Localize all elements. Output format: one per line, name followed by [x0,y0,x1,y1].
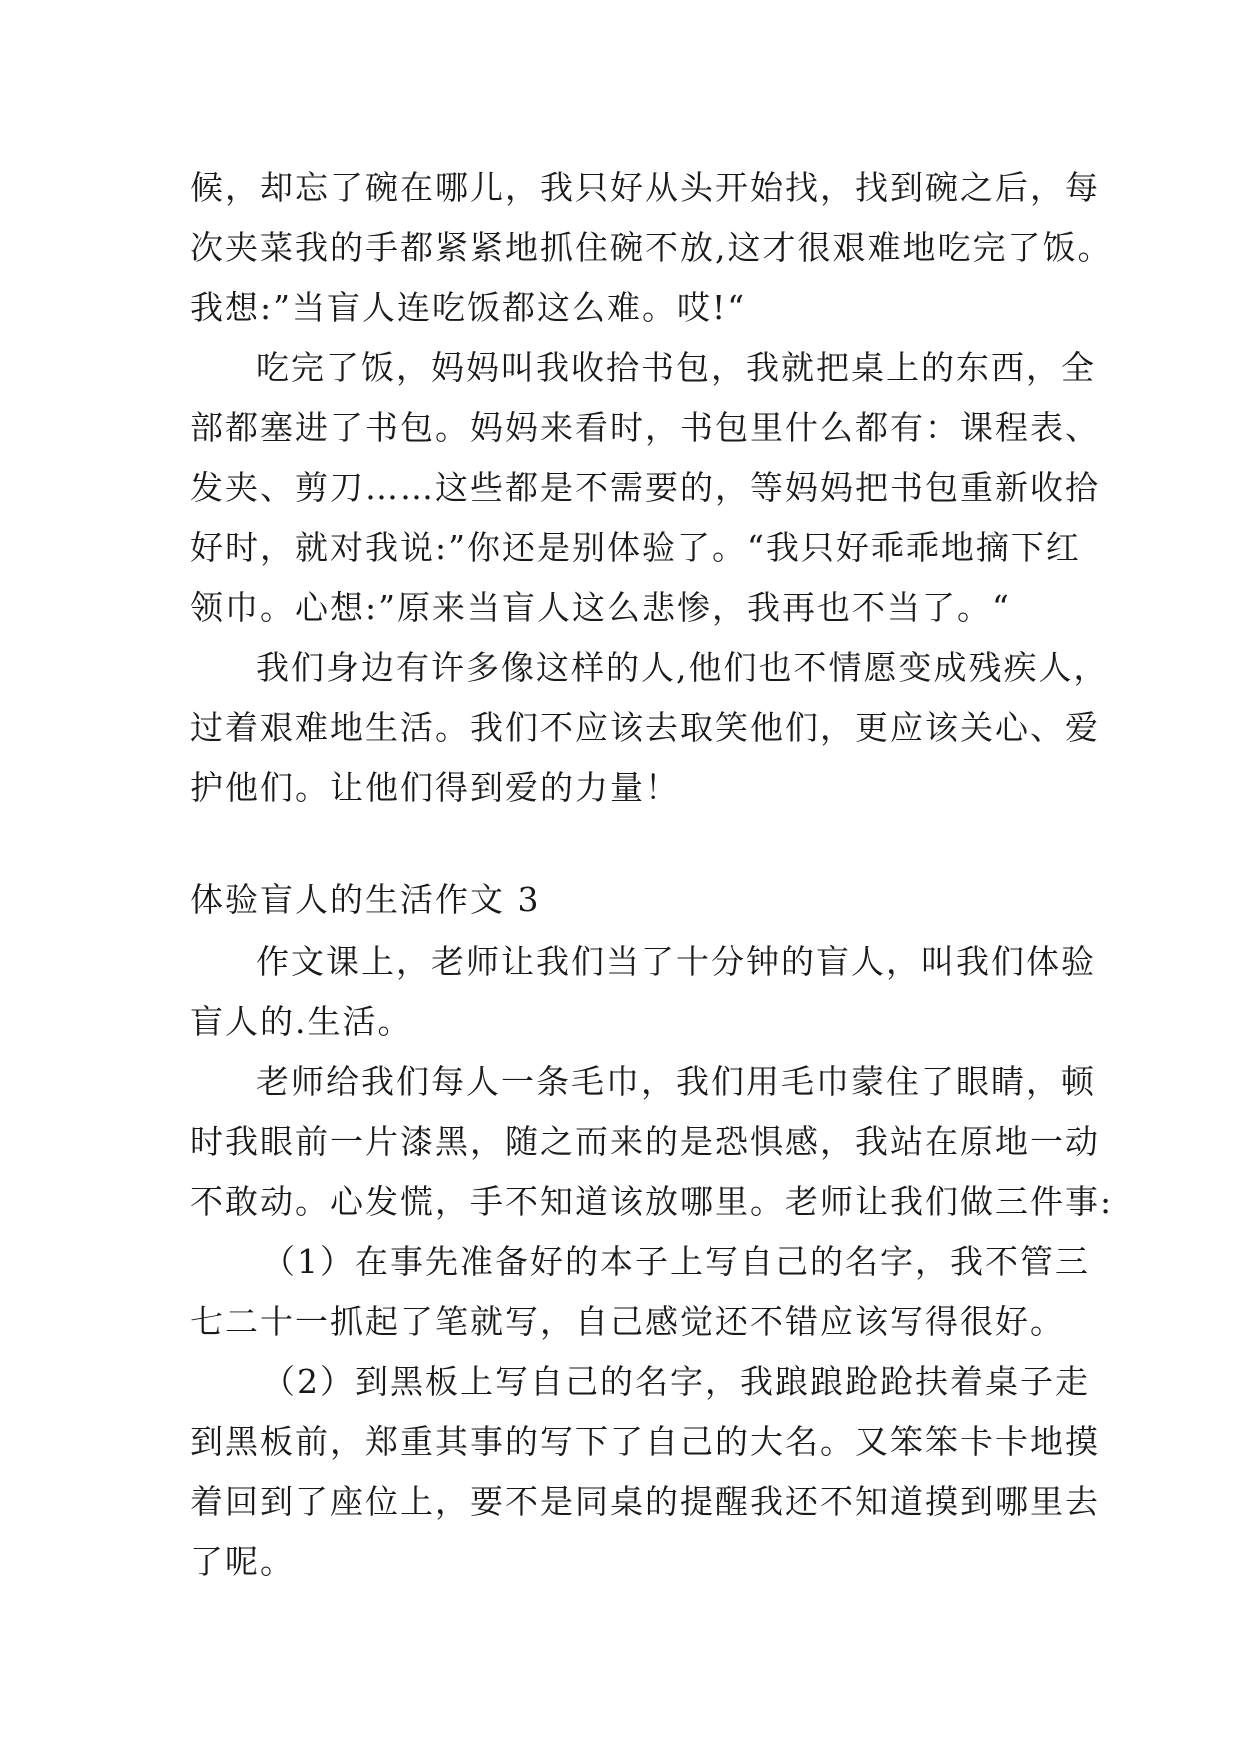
paragraph-line: 我想:”当盲人连吃饭都这么难。哎!“ [190,288,747,327]
paragraph-line: 我们身边有许多像这样的人,他们也不情愿变成残疾人， [256,648,1109,687]
paragraph-line: 不敢动。心发慌，手不知道该放哪里。老师让我们做三件事: [190,1182,1114,1221]
paragraph-line: 着回到了座位上，要不是同桌的提醒我还不知道摸到哪里去 [190,1482,1100,1521]
paragraph-line: 领巾。心想:”原来当盲人这么悲惨，我再也不当了。“ [190,588,1011,627]
paragraph-line: 次夹菜我的手都紧紧地抓住碗不放,这才很艰难地吃完了饭。 [190,228,1113,267]
paragraph-line: 候，却忘了碗在哪儿，我只好从头开始找，找到碗之后，每 [190,168,1100,207]
paragraph-line: （2）到黑板上写自己的名字，我踉踉跄跄扶着桌子走 [262,1362,1090,1401]
paragraph-line: 盲人的.生活。 [190,1002,413,1041]
paragraph-line: 过着艰难地生活。我们不应该去取笑他们，更应该关心、爱 [190,708,1100,747]
section-heading: 体验盲人的生活作文 3 [190,880,541,919]
paragraph-line: 吃完了饭，妈妈叫我收拾书包，我就把桌上的东西，全 [256,348,1096,387]
paragraph-line: 护他们。让他们得到爱的力量！ [190,768,680,807]
paragraph-line: 好时，就对我说:”你还是别体验了。“我只好乖乖地摘下红 [190,528,1081,567]
paragraph-line: 作文课上，老师让我们当了十分钟的盲人，叫我们体验 [256,942,1096,981]
paragraph-line: 了呢。 [190,1542,295,1581]
paragraph-line: 老师给我们每人一条毛巾，我们用毛巾蒙住了眼睛，顿 [256,1062,1096,1101]
paragraph-line: 发夹、剪刀……这些都是不需要的，等妈妈把书包重新收拾 [190,468,1100,507]
paragraph-line: 到黑板前，郑重其事的写下了自己的大名。又笨笨卡卡地摸 [190,1422,1100,1461]
paragraph-line: 部都塞进了书包。妈妈来看时，书包里什么都有：课程表、 [190,408,1100,447]
paragraph-line: 七二十一抓起了笔就写，自己感觉还不错应该写得很好。 [190,1302,1065,1341]
paragraph-line: （1）在事先准备好的本子上写自己的名字，我不管三 [262,1242,1090,1281]
paragraph-line: 时我眼前一片漆黑，随之而来的是恐惧感，我站在原地一动 [190,1122,1100,1161]
